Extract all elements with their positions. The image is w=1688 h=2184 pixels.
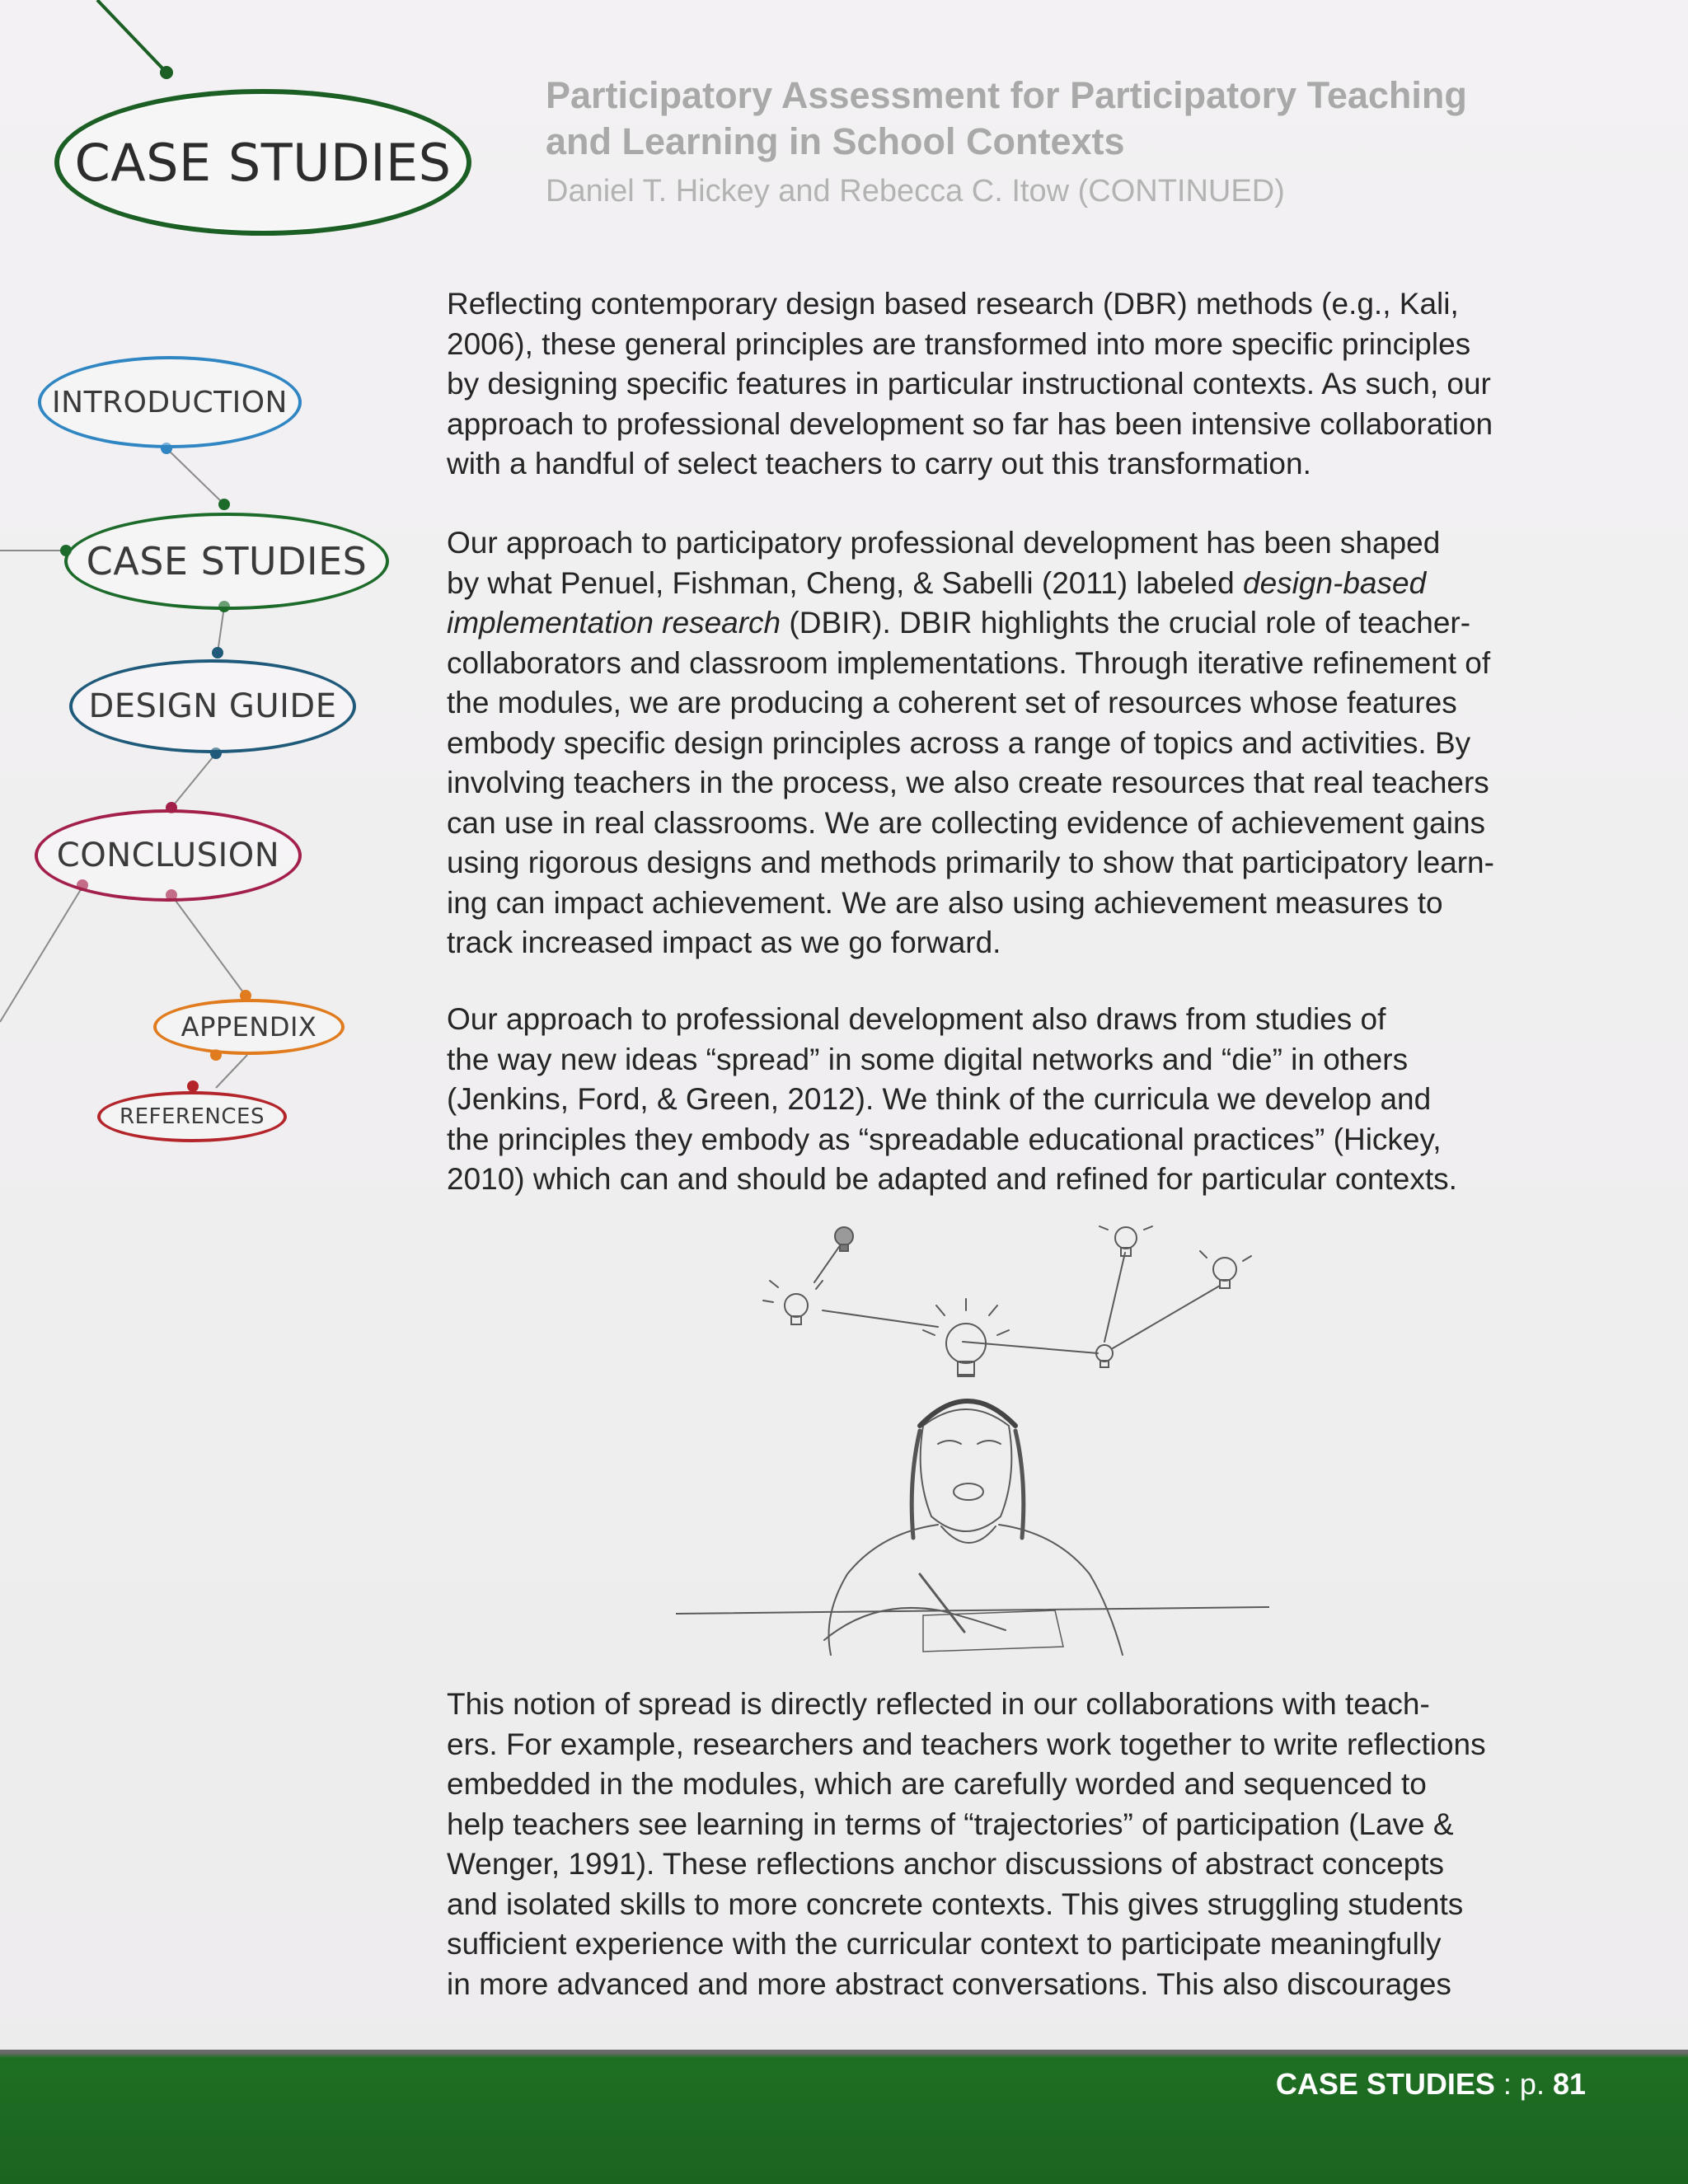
nav-item-case-studies[interactable]: CASE STUDIES <box>64 513 389 610</box>
lightbulb-icon <box>1096 1345 1113 1367</box>
text-line: in more advanced and more abstract conversations. This also discourages <box>447 1966 1451 2001</box>
text-line: by designing specific features in particular instructional contexts. As such, our <box>447 367 1491 401</box>
paragraph-3 <box>447 1000 1601 1200</box>
article-header <box>546 73 1617 211</box>
text-line: Our approach to professional development also draws from studies of <box>447 1002 1386 1036</box>
lightbulb-icon <box>763 1281 823 1324</box>
lightbulb-icon <box>923 1299 1009 1376</box>
text-line <box>447 603 1601 644</box>
nav-item-conclusion[interactable]: CONCLUSION <box>35 809 302 902</box>
student-lightbulb-illustration <box>676 1220 1269 1665</box>
text-line: can use in real classrooms. We are collecting evidence of achievement gains <box>447 805 1486 840</box>
article-authors: Daniel T. Hickey and Rebecca C. Itow (CONTINUED) <box>546 174 1285 209</box>
footer-page-label <box>1276 2067 1586 2102</box>
article-title <box>546 73 1535 165</box>
paragraph-1 <box>447 284 1601 485</box>
footer-page-number: 81 <box>1552 2067 1586 2101</box>
text-line: Our approach to participatory professional development has been shaped <box>447 526 1441 560</box>
emphasis-term: implementation research <box>447 606 781 640</box>
nav-item-appendix[interactable]: APPENDIX <box>153 999 345 1055</box>
footer-separator: : p. <box>1494 2067 1553 2101</box>
text-line: track increased impact as we go forward. <box>447 926 1001 959</box>
nav-item-design-guide[interactable]: DESIGN GUIDE <box>69 659 356 753</box>
text-span: by what Penuel, Fishman, Cheng, & Sabelli (2011) labeled <box>447 565 1243 600</box>
text-line: the modules, we are producing a coherent set of resources whose features <box>447 686 1457 719</box>
paragraph-2 <box>447 523 1601 963</box>
article-title-line1: Participatory Assessment for Participatory Teaching <box>546 74 1467 116</box>
text-line: collaborators and classroom implementations. Through iterative refinement of <box>447 645 1491 680</box>
nav-item-references[interactable]: REFERENCES <box>97 1091 287 1142</box>
text-line: approach to professional development so far has been intensive collaboration <box>447 406 1493 441</box>
text-line: involving teachers in the process, we also create resources that real teachers <box>447 766 1489 799</box>
nav-item-introduction[interactable]: INTRODUCTION <box>38 356 302 448</box>
text-line: with a handful of select teachers to carry out this transformation. <box>447 447 1311 480</box>
text-line: embody specific design principles across a range of topics and activities. By <box>447 725 1471 760</box>
text-line: ing can impact achievement. We are also using achievement measures to <box>447 885 1443 920</box>
lightbulb-icon <box>1100 1226 1152 1256</box>
text-line: Reflecting contemporary design based research (DBR) methods (e.g., Kali, <box>447 287 1459 321</box>
text-line: help teachers see learning in terms of “trajectories” of participation (Lave & <box>447 1807 1454 1841</box>
text-line: 2010) which can and should be adapted and refined for particular contexts. <box>447 1162 1457 1196</box>
text-line: using rigorous designs and methods primarily to show that participatory learn- <box>447 846 1494 879</box>
text-line: This notion of spread is directly reflected in our collaborations with teach- <box>447 1687 1430 1721</box>
emphasis-term: design-based <box>1243 565 1427 600</box>
text-line: embedded in the modules, which are carefully worded and sequenced to <box>447 1767 1427 1801</box>
text-line: the way new ideas “spread” in some digital networks and “die” in others <box>447 1042 1409 1076</box>
lightbulb-icon <box>1200 1251 1251 1288</box>
footer-section-name: CASE STUDIES <box>1275 2067 1495 2101</box>
text-line: 2006), these general principles are transformed into more specific principles <box>447 326 1471 361</box>
text-line: (Jenkins, Ford, & Green, 2012). We think of the curricula we develop and <box>447 1082 1432 1116</box>
nav-hero-case-studies[interactable]: CASE STUDIES <box>54 89 471 236</box>
text-line <box>447 564 1601 604</box>
text-line: and isolated skills to more concrete contexts. This gives struggling students <box>447 1886 1464 1921</box>
paragraph-4 <box>447 1685 1601 2004</box>
text-line: sufficient experience with the curricular context to participate meaningfully <box>447 1927 1442 1961</box>
text-line: the principles they embody as “spreadable educational practices” (Hickey, <box>447 1122 1442 1156</box>
text-span: (DBIR). DBIR highlights the crucial role of teacher- <box>781 606 1471 640</box>
text-line: Wenger, 1991). These reflections anchor discussions of abstract concepts <box>447 1847 1445 1881</box>
text-line: ers. For example, researchers and teachers work together to write reflections <box>447 1727 1486 1761</box>
article-title-line2: and Learning in School Contexts <box>546 120 1125 162</box>
